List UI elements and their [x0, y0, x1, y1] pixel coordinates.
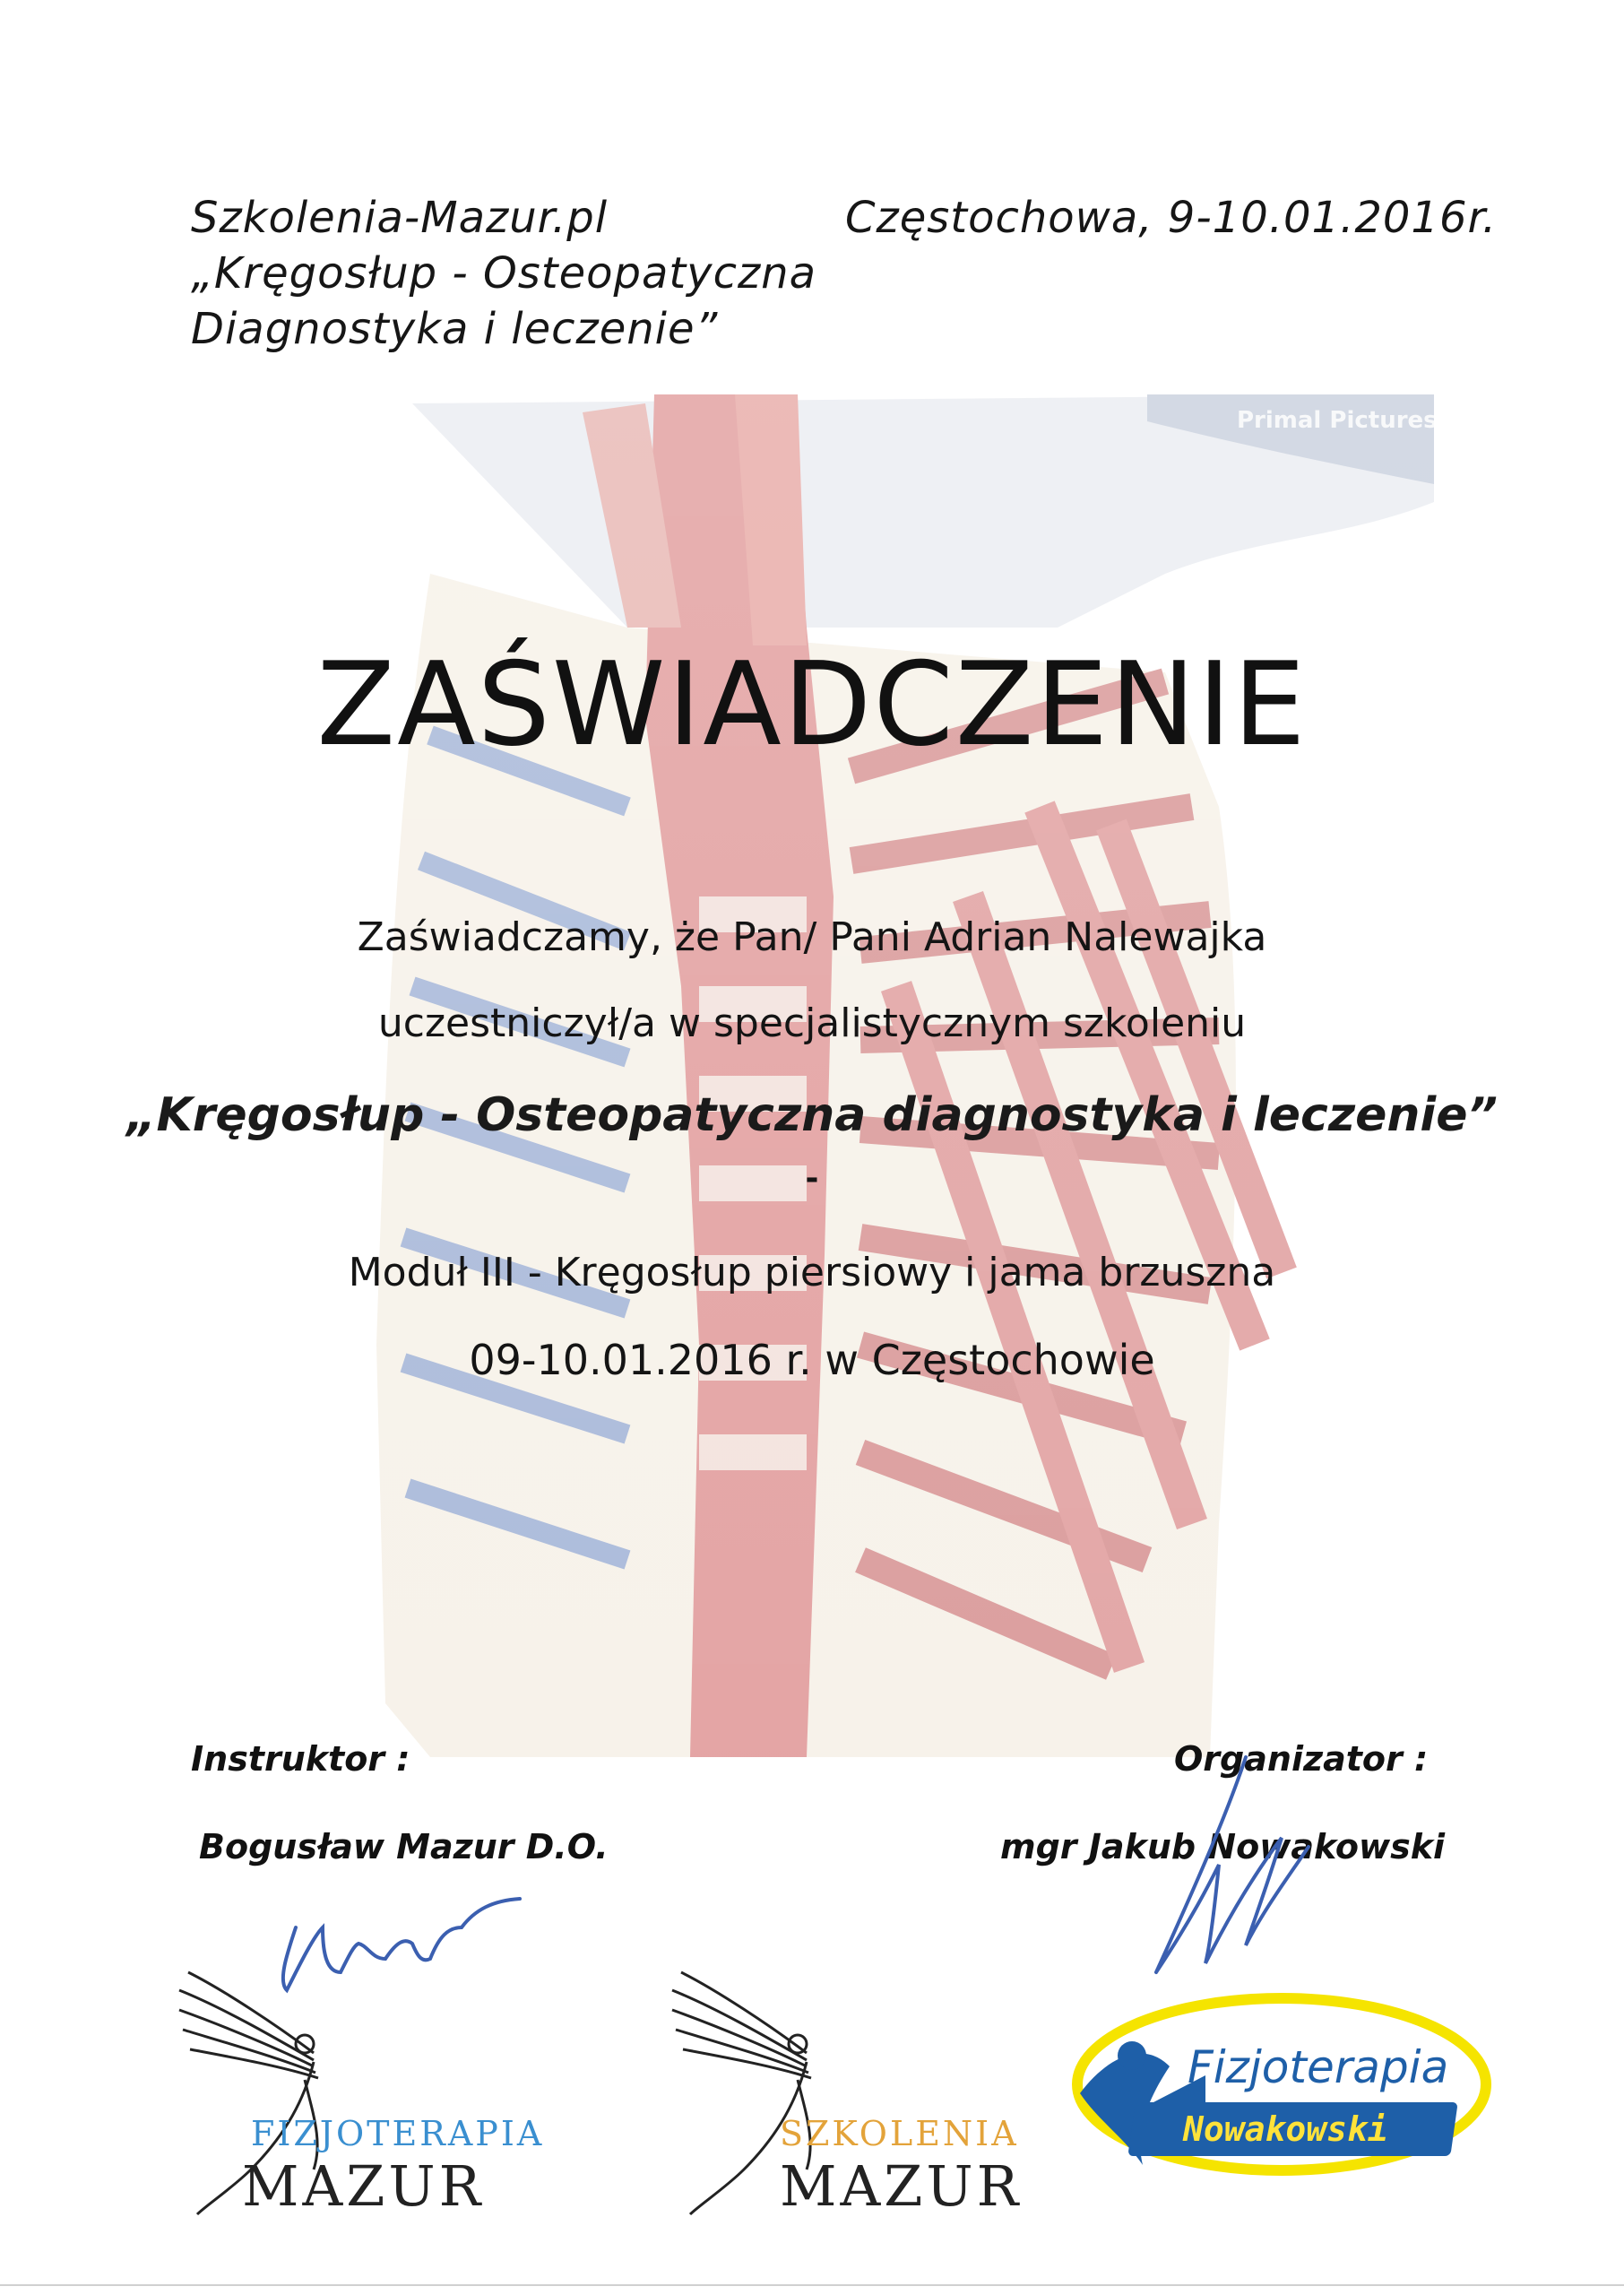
fizjoterapia-mazur-logo [170, 1954, 547, 2259]
primal-pictures-watermark: Primal Pictures [1237, 407, 1438, 434]
scan-bottom-edge [0, 2284, 1624, 2286]
organizer-label: Organizator : [1174, 1739, 1429, 1779]
course-dash: - [805, 1160, 819, 1197]
header-course-info [191, 190, 816, 357]
organizer-name: mgr Jakub Nowakowski [1000, 1827, 1446, 1866]
logo2-big-word: MAZUR [780, 2153, 1023, 2219]
logo1-small-word: FIZJOTERAPIA [251, 2114, 545, 2153]
logo2-small-word: SZKOLENIA [780, 2114, 1019, 2153]
nowakowski-logo-line2: Nowakowski [1183, 2109, 1388, 2149]
header-line-course-1: „Kręgosłup - Osteopatyczna [191, 248, 816, 299]
module-name: Moduł III - Kręgosłup piersiowy i jama brzuszna [348, 1250, 1276, 1295]
organizer-signature [1120, 1739, 1317, 1990]
course-date-place: 09-10.01.2016 r. w Częstochowie [469, 1336, 1155, 1384]
fizjoterapia-nowakowski-logo [1071, 1986, 1492, 2183]
header-line-course-2: Diagnostyka i leczenie” [191, 304, 719, 354]
attendee-statement: Zaświadczamy, że Pan/ Pani Adrian Nalewajka [357, 914, 1267, 960]
header-line-website: Szkolenia-Mazur.pl [191, 193, 609, 243]
logo1-big-word: MAZUR [242, 2153, 485, 2219]
certificate-title: ZAŚWIADCZENIE [316, 638, 1308, 772]
szkolenia-mazur-logo [663, 1954, 1040, 2259]
course-name: „Kręgosłup - Osteopatyczna diagnostyka i leczenie” [125, 1088, 1499, 1142]
nowakowski-logo-line1: Fizjoterapia [1188, 2041, 1449, 2093]
participation-statement: uczestniczył/a w specjalistycznym szkoleniu [377, 1000, 1247, 1046]
instructor-name: Bogusław Mazur D.O. [199, 1827, 609, 1866]
header-place-date: Częstochowa, 9-10.01.2016r. [845, 193, 1498, 243]
instructor-label: Instruktor : [191, 1739, 410, 1779]
